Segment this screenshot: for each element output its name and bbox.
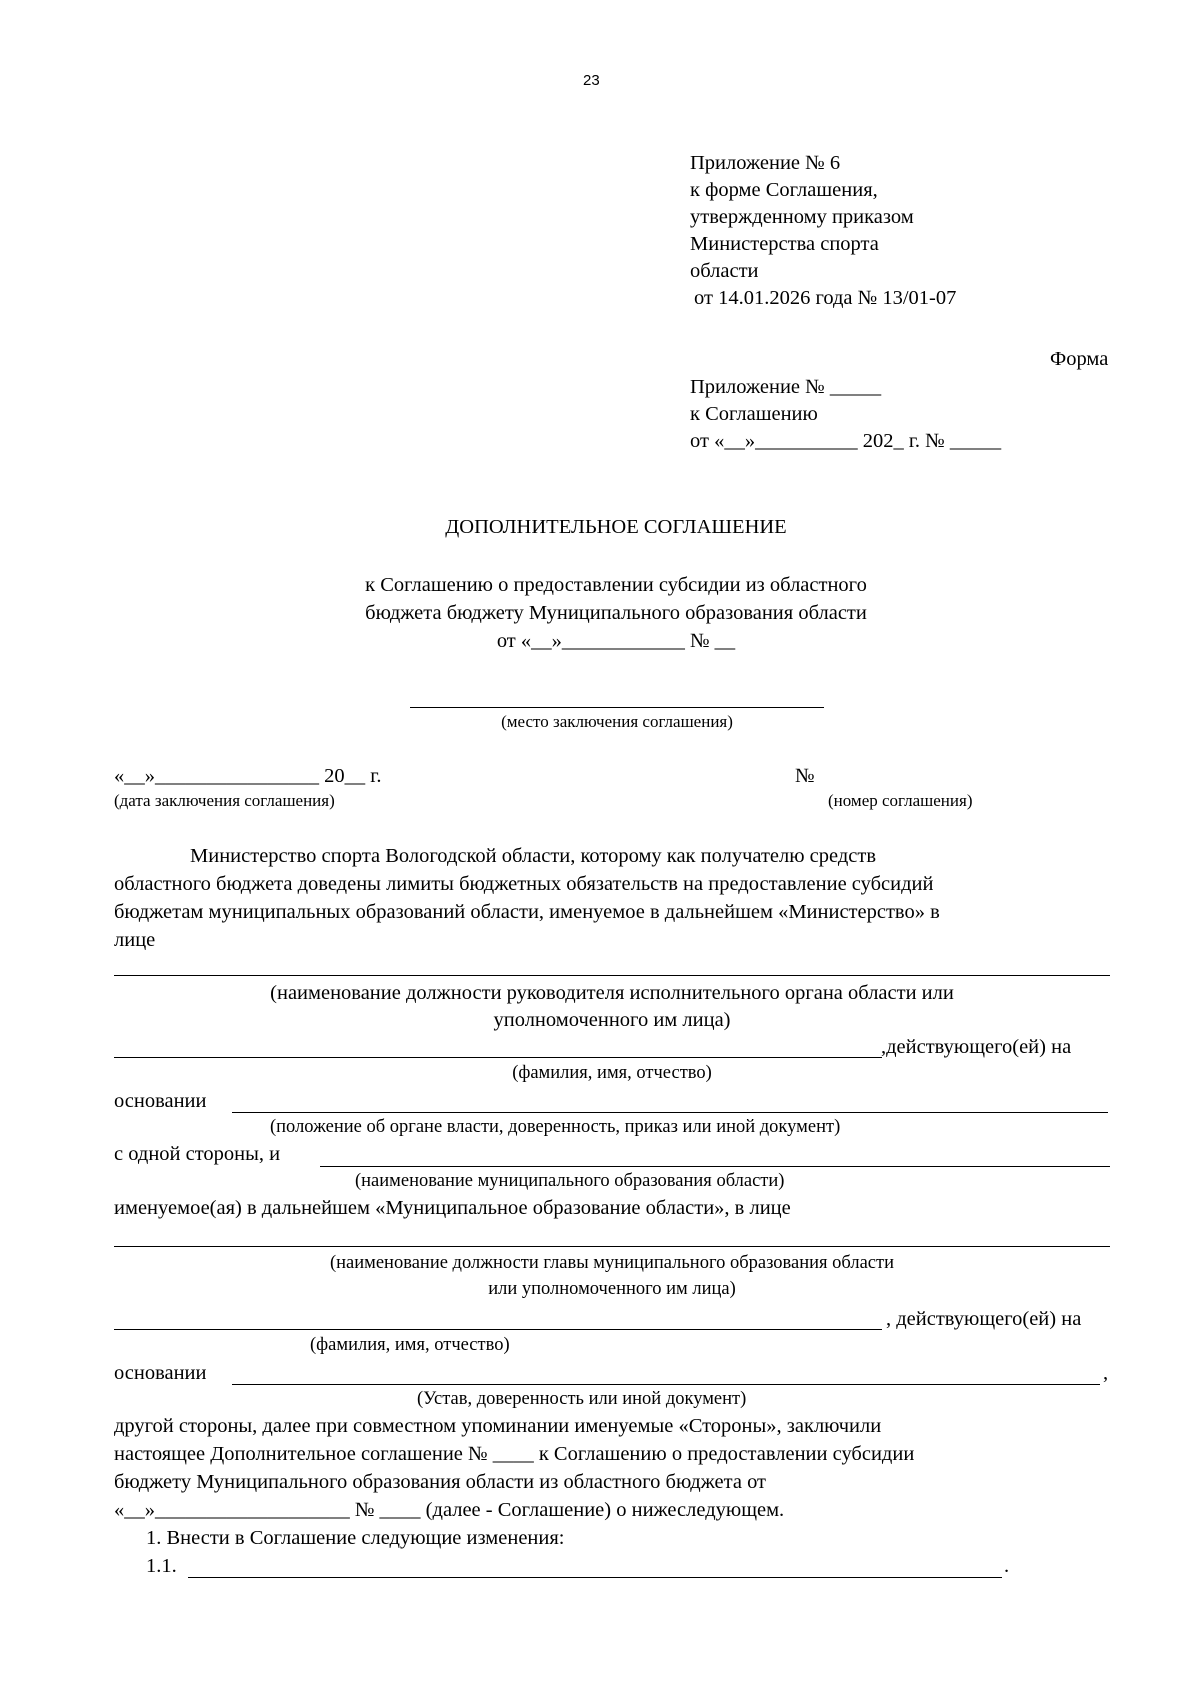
item-1-1-end: .	[1004, 1555, 1010, 1577]
caption-fio: (фамилия, имя, отчество)	[512, 1063, 712, 1083]
place-caption: (место заключения соглашения)	[501, 712, 733, 731]
intro-line: лице	[114, 929, 156, 951]
place-underline	[410, 707, 824, 708]
caption-basis-2: (Устав, доверенность или иной документ)	[417, 1389, 747, 1409]
appendix-line: к форме Соглашения,	[690, 179, 878, 201]
appendix-line: области	[690, 260, 759, 282]
subtitle-line: к Соглашению о предоставлении субсидии из областного	[365, 574, 867, 596]
caption-fio-2: (фамилия, имя, отчество)	[310, 1335, 510, 1355]
subtitle-line: бюджета бюджету Муниципального образования области	[365, 602, 867, 624]
agreement-date: «__»________________ 20__ г.	[114, 765, 382, 787]
acting-label-2: , действующего(ей) на	[886, 1308, 1082, 1330]
acting-label: ,действующего(ей) на	[881, 1036, 1072, 1058]
agreement-reference	[690, 374, 1001, 455]
closing-line: бюджету Муниципального образования области из областного бюджета от	[114, 1471, 767, 1493]
caption-head-position: уполномоченного им лица)	[493, 1009, 731, 1031]
appendix-line: Министерства спорта	[690, 233, 879, 255]
item-1-1: 1.1.	[146, 1555, 177, 1577]
fio-underline	[114, 1057, 882, 1058]
date-caption: (дата заключения соглашения)	[114, 791, 335, 810]
caption-municipality: (наименование муниципального образования области)	[355, 1171, 785, 1191]
named-label: именуемое(ая) в дальнейшем «Муниципальное образование области», в лице	[114, 1197, 791, 1219]
item-1-1-underline	[188, 1577, 1002, 1578]
basis-label-2: основании	[114, 1362, 207, 1384]
page-number: 23	[583, 72, 600, 89]
form-label: Форма	[1050, 348, 1109, 370]
agreement-ref-line: от «__»__________ 202_ г. № _____	[690, 430, 1002, 452]
caption-head-position-2: или уполномоченного им лица)	[488, 1279, 736, 1299]
basis-underline	[232, 1112, 1108, 1113]
head-position-underline	[114, 975, 1110, 976]
intro-line: бюджетам муниципальных образований области, именуемое в дальнейшем «Министерство» в	[114, 901, 940, 923]
caption-head-position-2: (наименование должности главы муниципального образования области	[329, 1253, 895, 1273]
intro-line: областного бюджета доведены лимиты бюджетных обязательств на предоставление субсидий	[114, 873, 934, 895]
subtitle	[0, 572, 1200, 656]
document-title: ДОПОЛНИТЕЛЬНОЕ СОГЛАШЕНИЕ	[445, 516, 787, 538]
closing-line: другой стороны, далее при совместном упоминании именуемые «Стороны», заключили	[114, 1415, 882, 1437]
agreement-ref-line: к Соглашению	[690, 403, 818, 425]
fio-underline-2	[114, 1329, 882, 1330]
appendix-header	[690, 150, 956, 312]
municipality-underline	[320, 1166, 1110, 1167]
item-1: 1. Внести в Соглашение следующие изменения:	[146, 1527, 565, 1549]
agreement-ref-line: Приложение № _____	[690, 376, 882, 398]
caption-head-position: (наименование должности руководителя исполнительного органа области или	[270, 982, 954, 1004]
closing-line: «__»___________________ № ____ (далее - Соглашение) о нижеследующем.	[114, 1499, 785, 1521]
subtitle-line: от «__»____________ № __	[496, 630, 736, 652]
appendix-line: от 14.01.2026 года № 13/01-07	[694, 287, 957, 309]
appendix-line: Приложение № 6	[690, 152, 841, 174]
number-caption: (номер соглашения)	[828, 791, 973, 810]
one-side-label: с одной стороны, и	[114, 1143, 281, 1165]
closing-line: настоящее Дополнительное соглашение № ____ к Соглашению о предоставлении субсидии	[114, 1443, 915, 1465]
appendix-line: утвержденному приказом	[690, 206, 914, 228]
basis-comma: ,	[1103, 1362, 1109, 1384]
head-position-underline-2	[114, 1246, 1110, 1247]
basis-label: основании	[114, 1090, 207, 1112]
basis-underline-2	[232, 1384, 1100, 1385]
agreement-number: №	[795, 765, 815, 787]
caption-basis: (положение об органе власти, доверенность, приказ или иной документ)	[270, 1117, 841, 1137]
intro-line: Министерство спорта Вологодской области, которому как получателю средств	[190, 845, 877, 867]
